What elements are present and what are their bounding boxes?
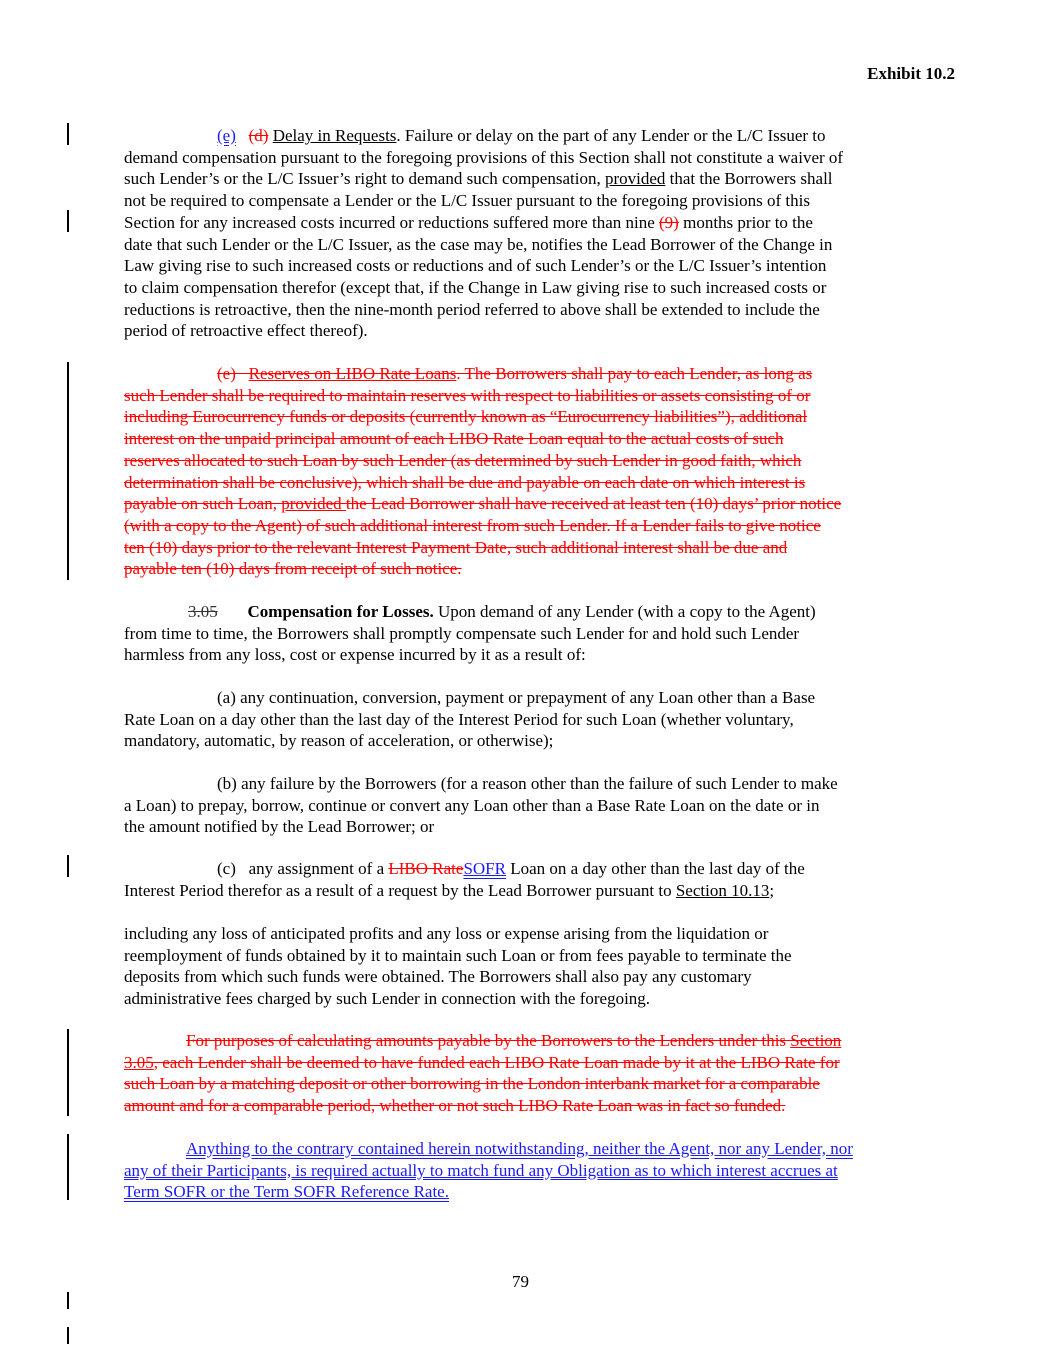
text-line: date that such Lender or the L/C Issuer, as the case may be, notifies the Lead Borrower of the Change in <box>124 234 833 254</box>
deleted-line: such Loan by a matching deposit or other borrowing in the London interbank market for a comparable <box>124 1074 820 1094</box>
text-line: reemployment of funds obtained by it to maintain such Loan or from fees payable to terminate the <box>124 945 792 965</box>
section-number: 3.05 <box>188 602 218 621</box>
deleted-text: (9) <box>659 212 679 232</box>
text: that the Borrowers shall <box>665 169 833 189</box>
text: such Lender’s or the L/C Issuer’s right to demand such compensation, <box>124 169 605 189</box>
deleted-text: . The Borrowers shall pay to each Lender, as long as <box>456 364 813 383</box>
change-bar <box>67 1327 69 1344</box>
change-bar <box>67 123 69 145</box>
deleted-section-ref: 3.05 <box>124 1052 154 1072</box>
change-bar <box>67 855 69 877</box>
text-line: Law giving rise to such increased costs or reductions and of such Lender’s or the L/C Issuer’s intention <box>124 256 827 276</box>
text-line: period of retroactive effect thereof). <box>124 321 368 341</box>
deleted-line: interest on the unpaid principal amount of each LIBO Rate Loan equal to the actual costs of such <box>124 429 784 449</box>
deleted-heading: Reserves on LIBO Rate Loans <box>248 364 457 383</box>
text-line: administrative fees charged by such Lender in connection with the foregoing. <box>124 989 651 1009</box>
deleted-text: (e) <box>217 364 249 383</box>
inserted-text: SOFR <box>463 859 506 878</box>
change-bar <box>67 1134 69 1200</box>
text: Loan on a day other than the last day of the <box>505 859 805 878</box>
deleted-line: including Eurocurrency funds or deposits (currently known as “Eurocurrency liabilities”), additional <box>124 407 808 427</box>
text: Section for any increased costs incurred or reductions suffered more than nine <box>124 212 660 232</box>
deleted-text: LIBO Rate <box>388 859 464 878</box>
deleted-label: (d) <box>248 126 269 145</box>
deleted-line: ten (10) days prior to the relevant Interest Payment Date, such additional interest shall be due and <box>124 537 788 557</box>
text-line: not be required to compensate a Lender or the L/C Issuer pursuant to the foregoing provisions of this <box>124 191 810 211</box>
deleted-text: payable on such Loan, <box>124 494 282 514</box>
text-line: including any loss of anticipated profits and any loss or expense arising from the liquidation or <box>124 924 769 943</box>
deleted-text: For purposes of calculating amounts payable by the Borrowers to the Lenders under this <box>186 1031 791 1050</box>
deleted-section-ref: Section <box>790 1031 842 1050</box>
heading-delay-in-requests: Delay in Requests <box>272 126 397 145</box>
deleted-text: , each Lender shall be deemed to have funded each LIBO Rate Loan made by it at the LIBO Rate for <box>153 1052 840 1072</box>
text: months prior to the <box>678 212 813 232</box>
section-reference-link[interactable]: Section 10.13 <box>675 880 770 900</box>
change-bar <box>67 1292 69 1309</box>
section-title: Compensation for Losses. <box>247 602 434 621</box>
inserted-line: Anything to the contrary contained herein notwithstanding, neither the Agent, nor any Lender, nor <box>186 1139 853 1158</box>
deleted-line: amount and for a comparable period, whether or not such LIBO Rate Loan was in fact so funded. <box>124 1096 786 1116</box>
text-line: harmless from any loss, cost or expense incurred by it as a result of: <box>124 645 586 665</box>
change-bar <box>67 362 69 580</box>
text-line: mandatory, automatic, by reason of acceleration, or otherwise); <box>124 731 554 751</box>
deleted-line: payable ten (10) days from receipt of such notice. <box>124 559 462 579</box>
inserted-line: Term SOFR or the Term SOFR Reference Rate. <box>124 1182 449 1202</box>
deleted-provided: provided <box>281 494 346 514</box>
text-line: the amount notified by the Lead Borrower; or <box>124 817 435 837</box>
deleted-line: reserves allocated to such Loan by such Lender (as determined by such Lender in good faith, which <box>124 450 802 470</box>
text-line: from time to time, the Borrowers shall promptly compensate such Lender for and hold such Lender <box>124 623 800 643</box>
text: . Failure or delay on the part of any Lender or the L/C Issuer to <box>396 126 826 145</box>
text-line: demand compensation pursuant to the foregoing provisions of this Section shall not constitute a waiver of <box>124 147 844 167</box>
text-line: deposits from which such funds were obtained. The Borrowers shall also pay any customary <box>124 967 752 987</box>
text: ; <box>769 880 775 900</box>
text-line: (a) any continuation, conversion, payment or prepayment of any Loan other than a Base <box>217 688 816 707</box>
text-line: reductions is retroactive, then the nine-month period referred to above shall be extended to include the <box>124 299 820 319</box>
inserted-label: (e) <box>217 126 236 145</box>
text: Interest Period therefor as a result of a request by the Lead Borrower pursuant to <box>124 880 676 900</box>
deleted-line: determination shall be conclusive), which shall be due and payable on each date on which interest is <box>124 472 806 492</box>
inserted-line: any of their Participants, is required actually to match fund any Obligation as to which interest accrues at <box>124 1160 838 1180</box>
deleted-line: (with a copy to the Agent) of such additional interest from such Lender. If a Lender fails to give notice <box>124 515 821 535</box>
text-line: to claim compensation therefor (except that, if the Change in Law giving rise to such increased costs or <box>124 277 827 297</box>
deleted-text: the Lead Borrower shall have received at least ten (10) days’ prior notice <box>345 494 842 514</box>
deleted-line: such Lender shall be required to maintain reserves with respect to liabilities or assets consisting of or <box>124 385 811 405</box>
text: Upon demand of any Lender (with a copy to the Agent) <box>433 602 816 621</box>
provided-term: provided <box>604 169 666 189</box>
text-line: Rate Loan on a day other than the last day of the Interest Period for such Loan (whether voluntary, <box>124 709 794 729</box>
exhibit-label: Exhibit 10.2 <box>867 64 955 83</box>
text-line: a Loan) to prepay, borrow, continue or convert any Loan other than a Base Rate Loan on the date or in <box>124 795 820 815</box>
text: (c) any assignment of a <box>217 859 389 878</box>
text-line: (b) any failure by the Borrowers (for a reason other than the failure of such Lender to make <box>217 774 838 793</box>
page-number: 79 <box>512 1272 529 1291</box>
change-bar <box>67 1029 69 1116</box>
change-bar <box>67 210 69 232</box>
